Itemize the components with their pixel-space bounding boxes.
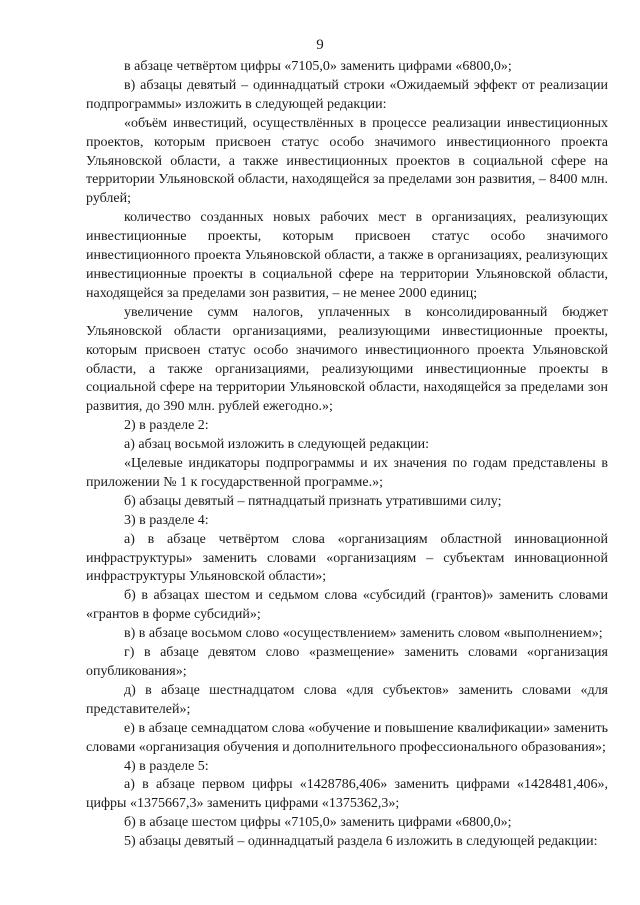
paragraph: б) в абзаце шестом цифры «7105,0» заменить цифрами «6800,0»;	[124, 815, 512, 831]
paragraph: в) в абзаце восьмом слово «осуществлением» заменить словом «выполнением»;	[124, 626, 603, 642]
paragraph: «Целевые индикаторы подпрограммы и их значения по годам представлены в приложении № 1 к государственной программе.»;	[86, 456, 608, 490]
paragraph: г) в абзаце девятом слово «размещение» заменить словами «организация опубликования»;	[86, 645, 608, 679]
paragraph: в) абзацы девятый – одиннадцатый строки «Ожидаемый эффект от реализации подпрограммы» изложить в следующей редакции:	[86, 77, 608, 112]
paragraph: 4) в разделе 5:	[124, 758, 209, 774]
paragraph: в абзаце четвёртом цифры «7105,0» заменить цифрами «6800,0»;	[124, 59, 512, 74]
paragraph: «объём инвестиций, осуществлённых в процессе реализации инвестиционных проектов, которым присвоен статус особо значимого инвестиционного проекта Ульяновской области, а также инвестиционных проектов в социальной сфере на территории Ульяновской области, находящейся за пределами зон развития, – 8400 млн. рублей;	[86, 115, 608, 207]
paragraph: увеличение сумм налогов, уплаченных в консолидированный бюджет Ульяновской области организациями, реализующими инвестиционные проекты, которым присвоен статус особо значимого инвестиционного проекта Ульяновской области, а также организациями, реализующими инвестиционные проекты в социальной сфере на территории Ульяновской области, находящейся за пределами зон развития, до 390 млн. рублей ежегодно.»;	[86, 304, 608, 415]
document-body	[86, 58, 608, 852]
paragraph: а) в абзаце первом цифры «1428786,406» заменить цифрами «1428481,406», цифры «1375667,3» заменить цифрами «1375362,3»;	[86, 777, 608, 812]
page-number: 9	[316, 37, 324, 53]
paragraph: б) в абзацах шестом и седьмом слова «субсидий (грантов)» заменить словами «грантов в форме субсидий»;	[86, 588, 608, 623]
paragraph: 3) в разделе 4:	[124, 512, 209, 528]
paragraph: а) в абзаце четвёртом слова «организациям областной инновационной инфраструктуры» заменить словами «организациям – субъектам инновационной инфраструктуры Ульяновской области»;	[86, 531, 608, 585]
paragraph: а) абзац восьмой изложить в следующей редакции:	[124, 437, 430, 453]
paragraph: 2) в разделе 2:	[124, 418, 209, 434]
paragraph: 5) абзацы девятый – одиннадцатый раздела 6 изложить в следующей редакции:	[124, 834, 598, 850]
paragraph: е) в абзаце семнадцатом слова «обучение и повышение квалификации» заменить словами «организация обучения и дополнительного профессионального образования»;	[86, 720, 608, 755]
paragraph: количество созданных новых рабочих мест в организациях, реализующих инвестиционные проекты, которым присвоен статус особо значимого инвестиционного проекта Ульяновской области, а также в организациях, реализующих инвестиционные проекты в социальной сфере на территории Ульяновской области, находящейся за пределами зон развития, – не менее 2000 единиц;	[86, 210, 608, 301]
paragraph: б) абзацы девятый – пятнадцатый признать утратившими силу;	[124, 493, 502, 509]
paragraph: д) в абзаце шестнадцатом слова «для субъектов» заменить словами «для представителей»;	[86, 682, 608, 717]
